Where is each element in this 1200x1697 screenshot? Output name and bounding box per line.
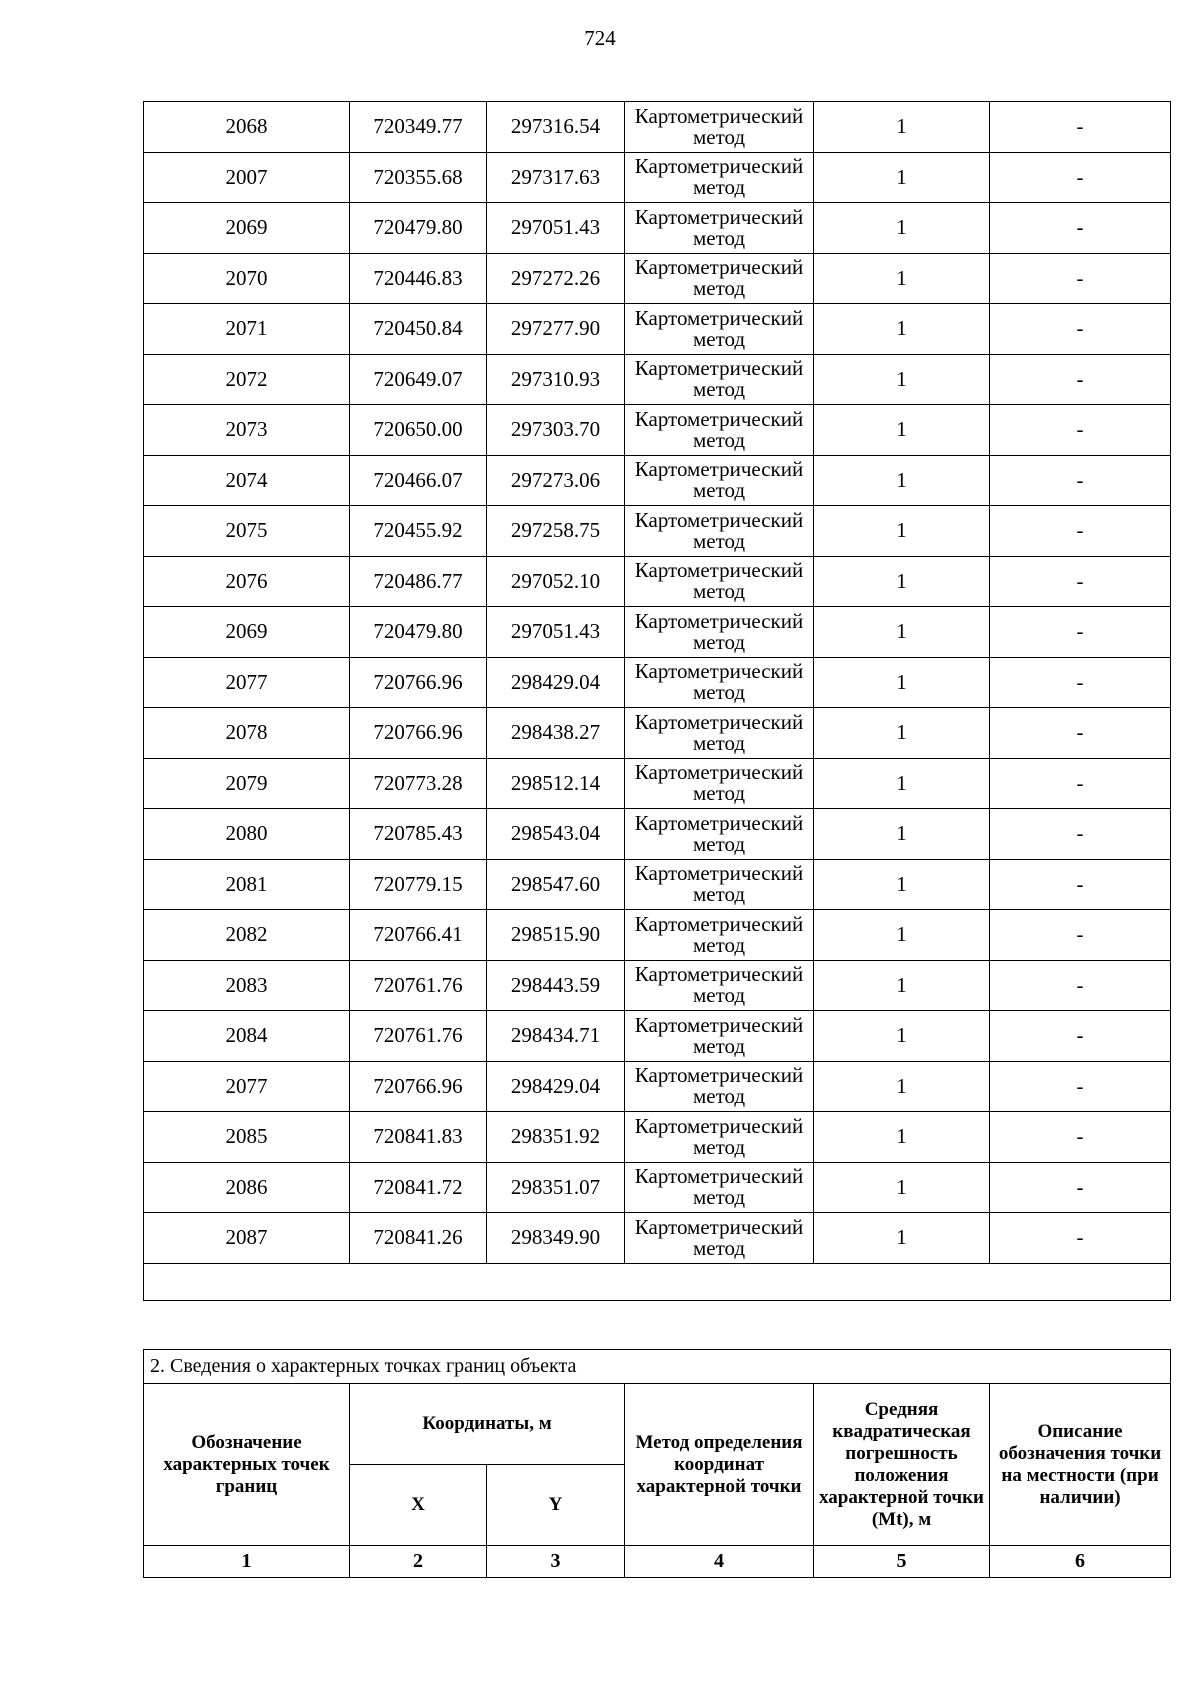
table-row — [144, 1061, 1171, 1112]
x-coordinate-cell: 720479.80 — [350, 607, 487, 658]
column-number: 3 — [487, 1546, 625, 1578]
description-cell: - — [990, 1162, 1171, 1213]
description-cell: - — [990, 102, 1171, 153]
x-coordinate-cell: 720841.83 — [350, 1112, 487, 1163]
y-coordinate-cell: 298543.04 — [487, 809, 625, 860]
mean-error-cell: 1 — [814, 304, 990, 355]
method-cell: Картометрический метод — [625, 910, 814, 961]
section-title: 2. Сведения о характерных точках границ объекта — [144, 1350, 1171, 1384]
mean-error-cell: 1 — [814, 607, 990, 658]
method-cell: Картометрический метод — [625, 859, 814, 910]
mean-error-cell: 1 — [814, 556, 990, 607]
mean-error-cell: 1 — [814, 506, 990, 557]
y-coordinate-cell: 297310.93 — [487, 354, 625, 405]
header-point-designation: Обозначение характерных точек границ — [144, 1384, 350, 1546]
description-cell: - — [990, 607, 1171, 658]
mean-error-cell: 1 — [814, 1112, 990, 1163]
mean-error-cell: 1 — [814, 102, 990, 153]
mean-error-cell: 1 — [814, 203, 990, 254]
section-title-row — [144, 1350, 1171, 1384]
method-cell: Картометрический метод — [625, 152, 814, 203]
y-coordinate-cell: 298429.04 — [487, 1061, 625, 1112]
header-method: Метод определения координат характерной точки — [625, 1384, 814, 1546]
x-coordinate-cell: 720841.26 — [350, 1213, 487, 1264]
y-coordinate-cell: 298443.59 — [487, 960, 625, 1011]
y-coordinate-cell: 298434.71 — [487, 1011, 625, 1062]
table-row — [144, 809, 1171, 860]
point-id-cell: 2078 — [144, 708, 350, 759]
boundary-points-table — [143, 101, 1171, 1301]
x-coordinate-cell: 720650.00 — [350, 405, 487, 456]
method-cell: Картометрический метод — [625, 960, 814, 1011]
method-cell: Картометрический метод — [625, 1061, 814, 1112]
mean-error-cell: 1 — [814, 152, 990, 203]
method-cell: Картометрический метод — [625, 556, 814, 607]
point-id-cell: 2085 — [144, 1112, 350, 1163]
mean-error-cell: 1 — [814, 910, 990, 961]
point-id-cell: 2069 — [144, 607, 350, 658]
mean-error-cell: 1 — [814, 1061, 990, 1112]
y-coordinate-cell: 298512.14 — [487, 758, 625, 809]
method-cell: Картометрический метод — [625, 1011, 814, 1062]
mean-error-cell: 1 — [814, 960, 990, 1011]
header-x: X — [350, 1465, 487, 1546]
y-coordinate-cell: 297303.70 — [487, 405, 625, 456]
method-cell: Картометрический метод — [625, 708, 814, 759]
x-coordinate-cell: 720766.96 — [350, 708, 487, 759]
x-coordinate-cell: 720446.83 — [350, 253, 487, 304]
method-cell: Картометрический метод — [625, 657, 814, 708]
point-id-cell: 2069 — [144, 203, 350, 254]
column-number: 6 — [990, 1546, 1171, 1578]
table-row — [144, 960, 1171, 1011]
x-coordinate-cell: 720766.96 — [350, 657, 487, 708]
point-id-cell: 2079 — [144, 758, 350, 809]
mean-error-cell: 1 — [814, 859, 990, 910]
y-coordinate-cell: 297277.90 — [487, 304, 625, 355]
point-id-cell: 2077 — [144, 657, 350, 708]
y-coordinate-cell: 298438.27 — [487, 708, 625, 759]
header-coordinates: Координаты, м — [350, 1384, 625, 1465]
point-id-cell: 2071 — [144, 304, 350, 355]
method-cell: Картометрический метод — [625, 1112, 814, 1163]
description-cell: - — [990, 253, 1171, 304]
x-coordinate-cell: 720785.43 — [350, 809, 487, 860]
table-row — [144, 405, 1171, 456]
table-row — [144, 203, 1171, 254]
x-coordinate-cell: 720486.77 — [350, 556, 487, 607]
point-id-cell: 2076 — [144, 556, 350, 607]
method-cell: Картометрический метод — [625, 253, 814, 304]
header-row-top — [144, 1384, 1171, 1465]
y-coordinate-cell: 297051.43 — [487, 607, 625, 658]
x-coordinate-cell: 720779.15 — [350, 859, 487, 910]
description-cell: - — [990, 1213, 1171, 1264]
x-coordinate-cell: 720649.07 — [350, 354, 487, 405]
column-number: 1 — [144, 1546, 350, 1578]
description-cell: - — [990, 506, 1171, 557]
mean-error-cell: 1 — [814, 354, 990, 405]
x-coordinate-cell: 720766.96 — [350, 1061, 487, 1112]
table-row — [144, 102, 1171, 153]
header-mean-error: Средняя квадратическая погрешность положения характерной точки (Mt), м — [814, 1384, 990, 1546]
description-cell: - — [990, 758, 1171, 809]
point-id-cell: 2074 — [144, 455, 350, 506]
description-cell: - — [990, 1061, 1171, 1112]
description-cell: - — [990, 657, 1171, 708]
point-id-cell: 2070 — [144, 253, 350, 304]
table-row — [144, 253, 1171, 304]
x-coordinate-cell: 720455.92 — [350, 506, 487, 557]
y-coordinate-cell: 298429.04 — [487, 657, 625, 708]
x-coordinate-cell: 720466.07 — [350, 455, 487, 506]
method-cell: Картометрический метод — [625, 1213, 814, 1264]
description-cell: - — [990, 859, 1171, 910]
mean-error-cell: 1 — [814, 809, 990, 860]
point-id-cell: 2086 — [144, 1162, 350, 1213]
point-id-cell: 2075 — [144, 506, 350, 557]
x-coordinate-cell: 720761.76 — [350, 960, 487, 1011]
table-row — [144, 152, 1171, 203]
table-row — [144, 607, 1171, 658]
x-coordinate-cell: 720479.80 — [350, 203, 487, 254]
mean-error-cell: 1 — [814, 657, 990, 708]
method-cell: Картометрический метод — [625, 405, 814, 456]
description-cell: - — [990, 152, 1171, 203]
table-row — [144, 1162, 1171, 1213]
column-number: 2 — [350, 1546, 487, 1578]
y-coordinate-cell: 297258.75 — [487, 506, 625, 557]
table-row — [144, 708, 1171, 759]
y-coordinate-cell: 298351.07 — [487, 1162, 625, 1213]
description-cell: - — [990, 405, 1171, 456]
column-numbers-row — [144, 1546, 1171, 1578]
mean-error-cell: 1 — [814, 758, 990, 809]
point-id-cell: 2077 — [144, 1061, 350, 1112]
point-id-cell: 2068 — [144, 102, 350, 153]
point-id-cell: 2007 — [144, 152, 350, 203]
table-row — [144, 859, 1171, 910]
mean-error-cell: 1 — [814, 708, 990, 759]
header-description: Описание обозначения точки на местности (при наличии) — [990, 1384, 1171, 1546]
method-cell: Картометрический метод — [625, 758, 814, 809]
point-id-cell: 2080 — [144, 809, 350, 860]
point-id-cell: 2087 — [144, 1213, 350, 1264]
mean-error-cell: 1 — [814, 455, 990, 506]
y-coordinate-cell: 298547.60 — [487, 859, 625, 910]
empty-cell — [144, 1263, 1171, 1300]
column-number: 4 — [625, 1546, 814, 1578]
description-cell: - — [990, 455, 1171, 506]
description-cell: - — [990, 1112, 1171, 1163]
table-row — [144, 758, 1171, 809]
x-coordinate-cell: 720841.72 — [350, 1162, 487, 1213]
description-cell: - — [990, 1011, 1171, 1062]
y-coordinate-cell: 297317.63 — [487, 152, 625, 203]
y-coordinate-cell: 298515.90 — [487, 910, 625, 961]
x-coordinate-cell: 720773.28 — [350, 758, 487, 809]
mean-error-cell: 1 — [814, 1162, 990, 1213]
x-coordinate-cell: 720766.41 — [350, 910, 487, 961]
description-cell: - — [990, 960, 1171, 1011]
y-coordinate-cell: 298349.90 — [487, 1213, 625, 1264]
point-id-cell: 2081 — [144, 859, 350, 910]
method-cell: Картометрический метод — [625, 203, 814, 254]
point-id-cell: 2084 — [144, 1011, 350, 1062]
y-coordinate-cell: 297051.43 — [487, 203, 625, 254]
mean-error-cell: 1 — [814, 1213, 990, 1264]
method-cell: Картометрический метод — [625, 506, 814, 557]
point-id-cell: 2072 — [144, 354, 350, 405]
description-cell: - — [990, 910, 1171, 961]
method-cell: Картометрический метод — [625, 607, 814, 658]
description-cell: - — [990, 809, 1171, 860]
x-coordinate-cell: 720761.76 — [350, 1011, 487, 1062]
table-row — [144, 455, 1171, 506]
table-row — [144, 910, 1171, 961]
x-coordinate-cell: 720355.68 — [350, 152, 487, 203]
header-y: Y — [487, 1465, 625, 1546]
description-cell: - — [990, 556, 1171, 607]
method-cell: Картометрический метод — [625, 1162, 814, 1213]
table-row — [144, 657, 1171, 708]
mean-error-cell: 1 — [814, 1011, 990, 1062]
y-coordinate-cell: 297316.54 — [487, 102, 625, 153]
point-id-cell: 2082 — [144, 910, 350, 961]
method-cell: Картометрический метод — [625, 809, 814, 860]
description-cell: - — [990, 708, 1171, 759]
empty-table-row — [144, 1263, 1171, 1300]
y-coordinate-cell: 298351.92 — [487, 1112, 625, 1163]
method-cell: Картометрический метод — [625, 354, 814, 405]
boundary-points-body — [144, 102, 1171, 1264]
table-row — [144, 506, 1171, 557]
page-number: 724 — [584, 26, 616, 50]
y-coordinate-cell: 297273.06 — [487, 455, 625, 506]
x-coordinate-cell: 720349.77 — [350, 102, 487, 153]
method-cell: Картометрический метод — [625, 304, 814, 355]
table-row — [144, 1112, 1171, 1163]
table-row — [144, 304, 1171, 355]
y-coordinate-cell: 297052.10 — [487, 556, 625, 607]
section2-table — [143, 1349, 1171, 1578]
table-row — [144, 1213, 1171, 1264]
point-id-cell: 2073 — [144, 405, 350, 456]
table-row — [144, 1011, 1171, 1062]
description-cell: - — [990, 203, 1171, 254]
method-cell: Картометрический метод — [625, 102, 814, 153]
point-id-cell: 2083 — [144, 960, 350, 1011]
mean-error-cell: 1 — [814, 405, 990, 456]
column-number: 5 — [814, 1546, 990, 1578]
description-cell: - — [990, 354, 1171, 405]
method-cell: Картометрический метод — [625, 455, 814, 506]
y-coordinate-cell: 297272.26 — [487, 253, 625, 304]
mean-error-cell: 1 — [814, 253, 990, 304]
x-coordinate-cell: 720450.84 — [350, 304, 487, 355]
description-cell: - — [990, 304, 1171, 355]
table-row — [144, 556, 1171, 607]
table-row — [144, 354, 1171, 405]
